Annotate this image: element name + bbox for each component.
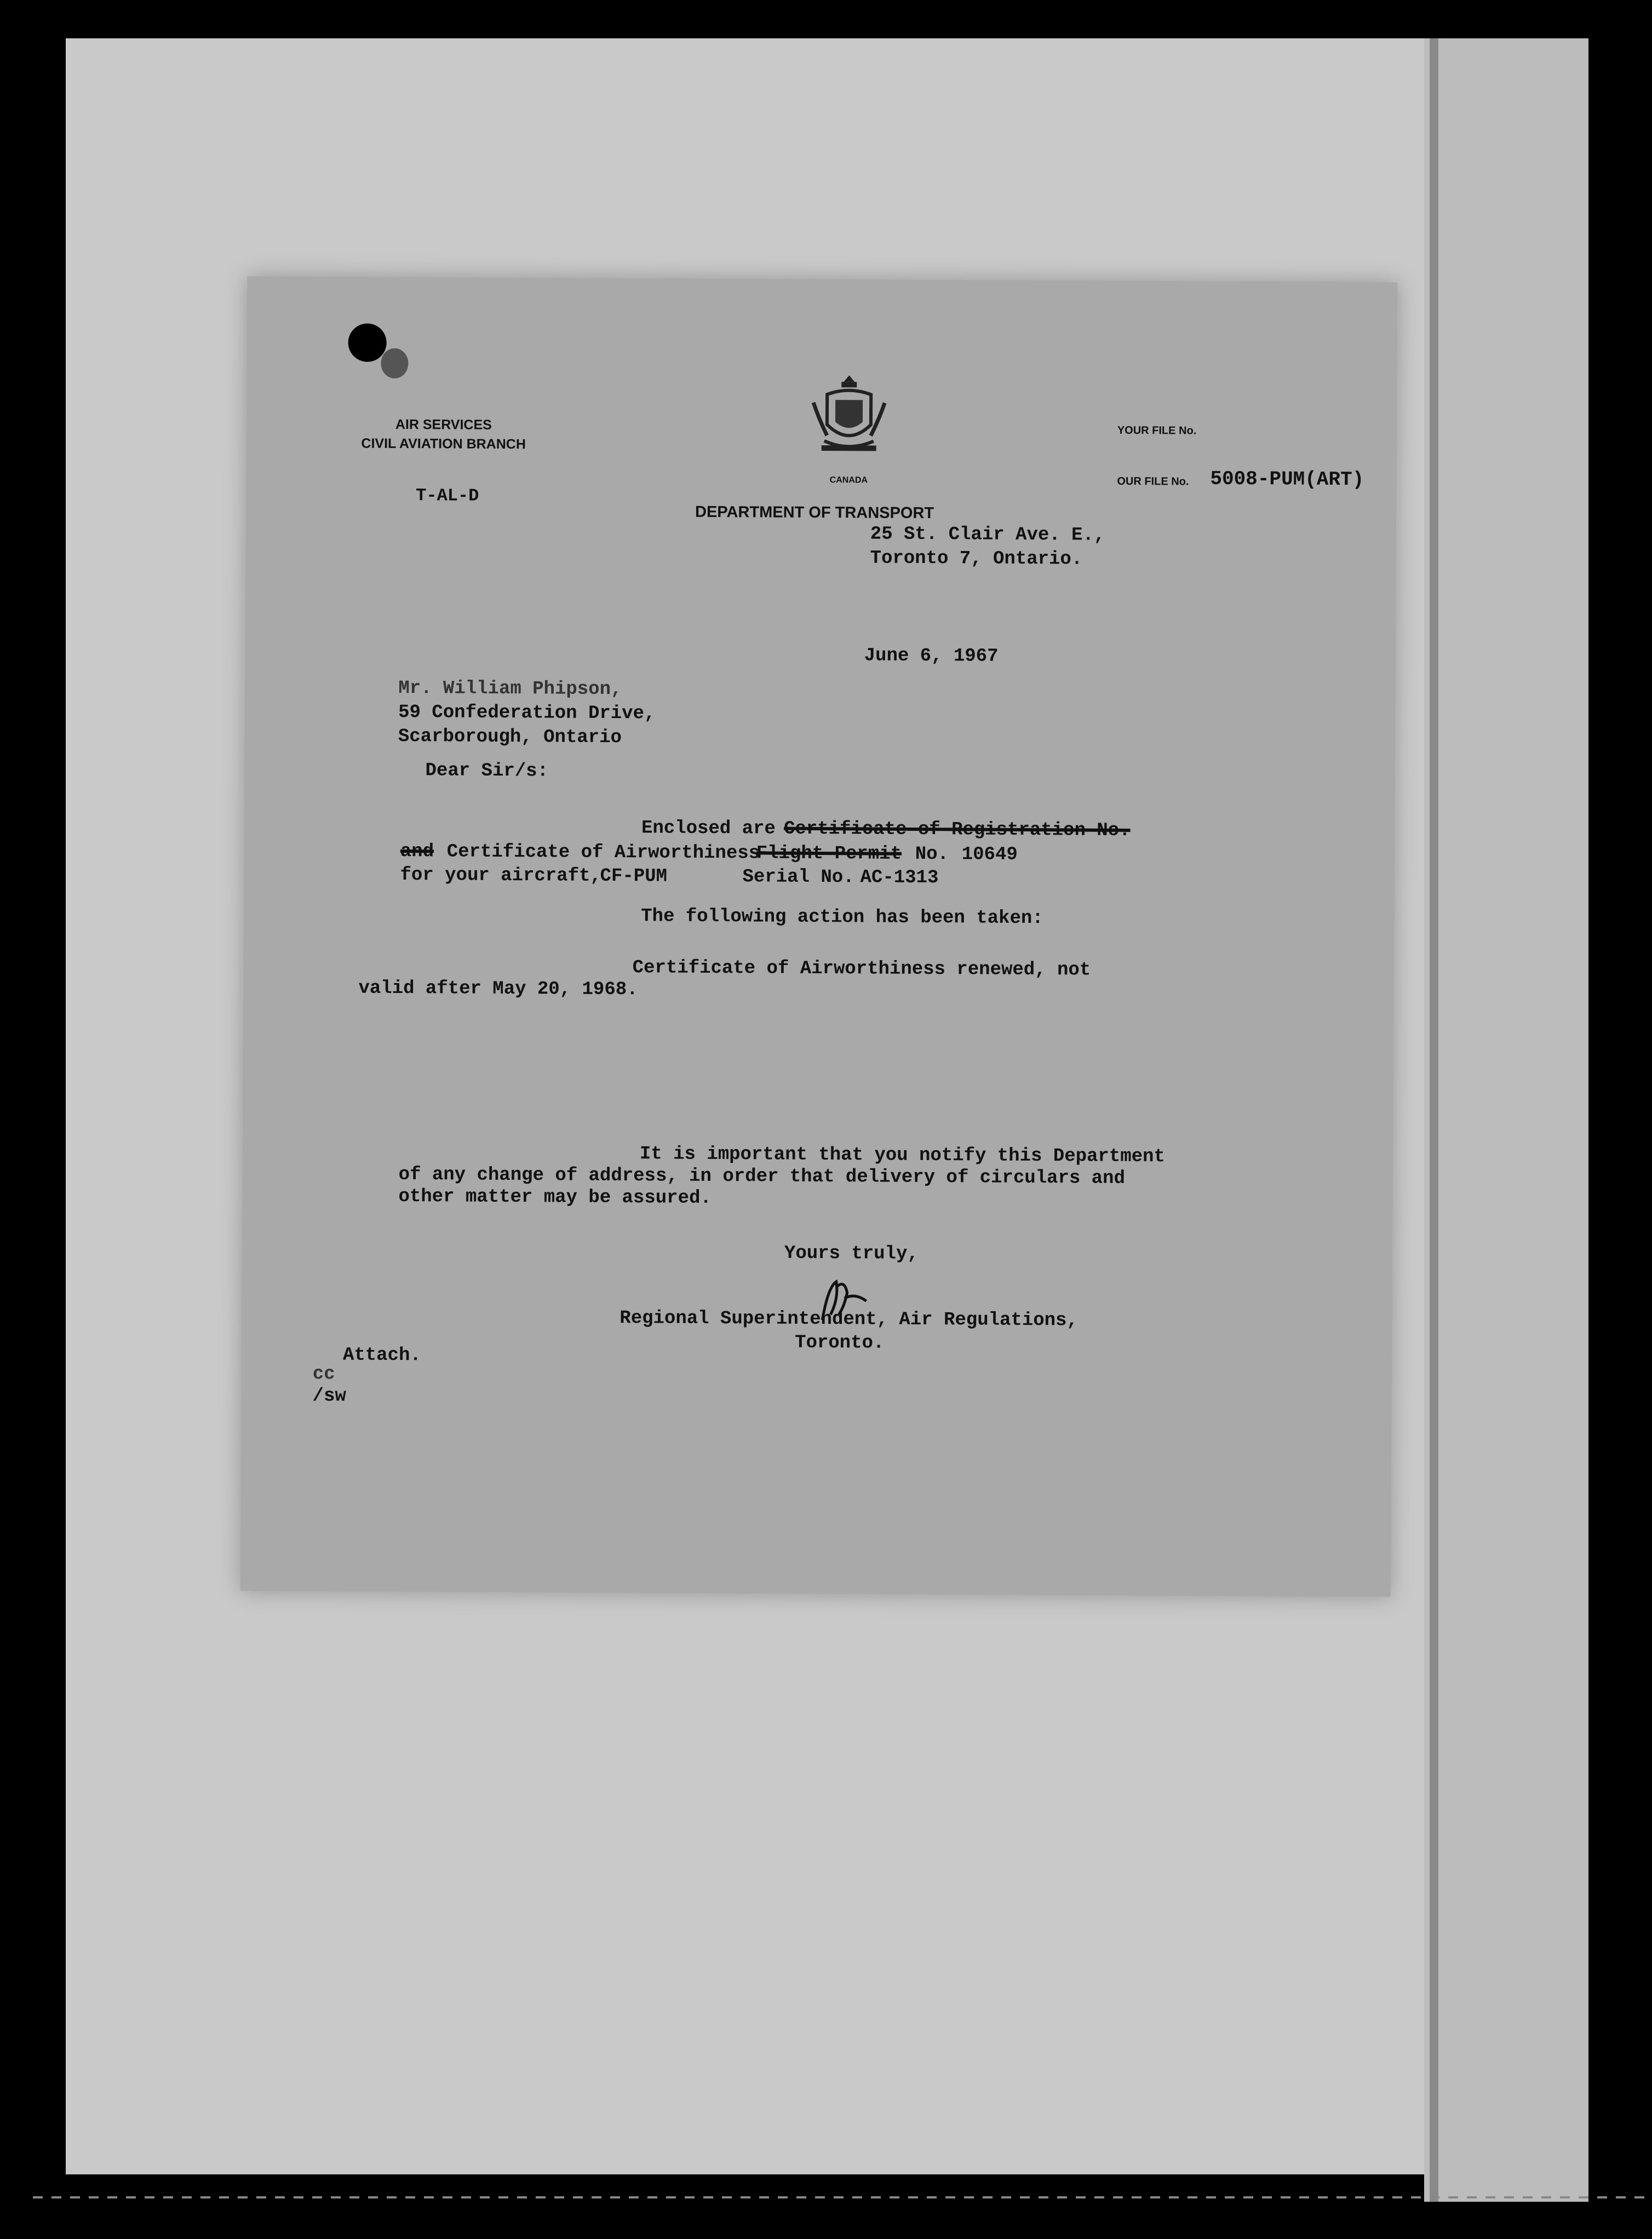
serial-label: Serial No. bbox=[742, 866, 854, 888]
branch-line2: CIVIL AVIATION BRANCH bbox=[361, 435, 526, 452]
address-line1: 25 St. Clair Ave. E., bbox=[870, 524, 1105, 546]
address-line2: Toronto 7, Ontario. bbox=[870, 548, 1083, 570]
action-line2: valid after May 20, 1968. bbox=[358, 978, 638, 1001]
board-edge bbox=[1424, 38, 1588, 2202]
notice-line3: other matter may be assured. bbox=[398, 1186, 712, 1209]
cc-note: cc bbox=[312, 1364, 335, 1385]
number-label: No. bbox=[915, 843, 949, 865]
punch-hole-torn bbox=[381, 348, 408, 378]
sign-off: Yours truly, bbox=[784, 1243, 919, 1265]
and-prefix: and bbox=[400, 841, 434, 863]
recipient-street: 59 Confederation Drive, bbox=[398, 702, 656, 725]
our-file-value: 5008-PUM(ART) bbox=[1210, 467, 1364, 491]
notice-line2: of any change of address, in order that delivery of circulars and bbox=[398, 1164, 1126, 1189]
canada-crest-icon bbox=[805, 370, 893, 474]
recipient-city: Scarborough, Ontario bbox=[398, 726, 622, 749]
punch-hole bbox=[348, 323, 386, 361]
aircraft-label: for your aircraft, bbox=[400, 864, 601, 887]
letter-sheet bbox=[240, 277, 1398, 1597]
serial-value: AC-1313 bbox=[860, 867, 939, 889]
our-file-label: OUR FILE No. bbox=[1117, 475, 1189, 488]
signer-title-line2: Toronto. bbox=[795, 1332, 885, 1354]
enclosed-struck: Certificate of Registration No. bbox=[783, 818, 1131, 841]
letter-date: June 6, 1967 bbox=[864, 645, 999, 667]
signer-title-line1: Regional Superintendent, Air Regulations, bbox=[620, 1308, 1078, 1331]
recipient-name: Mr. William Phipson, bbox=[398, 678, 622, 701]
number-value: 10649 bbox=[961, 844, 1018, 865]
department-name: DEPARTMENT OF TRANSPORT bbox=[695, 503, 934, 523]
action-line1: Certificate of Airworthiness renewed, not bbox=[632, 957, 1091, 981]
certificate-struck: Flight Permit bbox=[756, 843, 902, 865]
form-code: T-AL-D bbox=[416, 485, 479, 506]
aircraft-reg: CF-PUM bbox=[600, 865, 668, 887]
country-label: CANADA bbox=[829, 475, 868, 485]
film-perforation bbox=[33, 2196, 1649, 2198]
attach-note: Attach. bbox=[342, 1345, 421, 1367]
enclosed-prefix: Enclosed are bbox=[641, 818, 776, 840]
salutation: Dear Sir/s: bbox=[425, 760, 549, 782]
board-edge-line bbox=[1430, 38, 1438, 2202]
action-intro: The following action has been taken: bbox=[641, 906, 1043, 929]
your-file-label: YOUR FILE No. bbox=[1117, 424, 1197, 437]
typist-initials: /sw bbox=[312, 1386, 346, 1407]
branch-line1: AIR SERVICES bbox=[395, 416, 492, 433]
certificate-type: Certificate of Airworthiness bbox=[446, 841, 760, 864]
notice-line1: It is important that you notify this Department bbox=[639, 1144, 1165, 1168]
